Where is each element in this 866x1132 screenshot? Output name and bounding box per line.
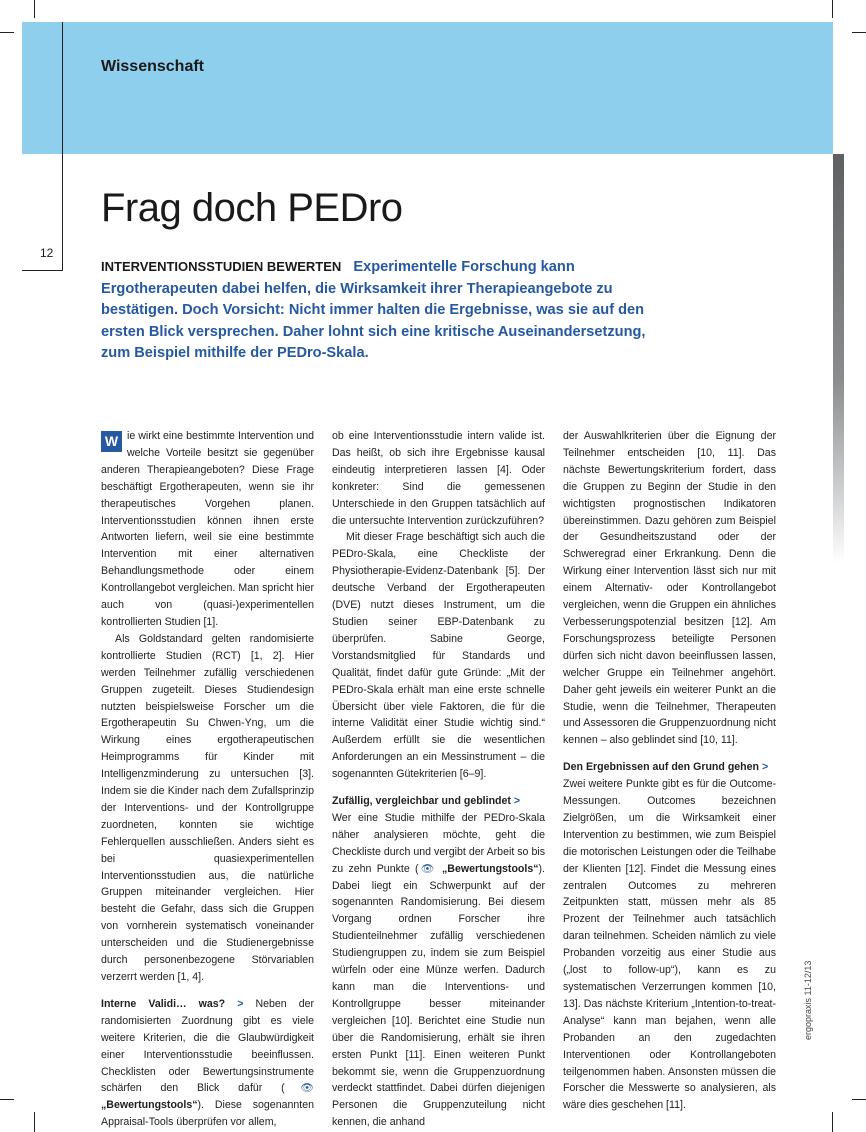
subheading-text: Interne Validi… was? bbox=[101, 997, 226, 1010]
article-lede bbox=[101, 256, 661, 365]
page-number-rule bbox=[22, 270, 63, 271]
trim-mark bbox=[852, 32, 866, 33]
drop-cap: W bbox=[101, 431, 122, 452]
subheading-text: Zufällig, vergleichbar und geblindet bbox=[332, 795, 511, 808]
trim-mark bbox=[0, 32, 14, 33]
lede-kicker: INTERVENTIONSSTUDIEN BEWERTEN bbox=[101, 259, 342, 274]
trim-mark bbox=[832, 1112, 833, 1132]
eye-icon: 👁 bbox=[418, 862, 437, 875]
margin-rule bbox=[62, 22, 63, 270]
paragraph: Als Goldstandard gelten randomisierte kontrollierte Studien (RCT) [1, 2]. Hier werden Teilnehmer zufällig verschiedenen Gruppen zugeteilt. Dieses Studiendesign nutzten beispielsweise Forscher um die Ergotherapeutin Su Chwen-Yng, um die Wirkung eines ergotherapeutischen Heimprogramms für Kinder mit Intelligenzminderung zu untersuchen [3]. Indem sie die Kinder nach dem Zufallsprinzip der Interventions- und der Kontrollgruppe zuordneten, konnten sie wichtige Fehlerquellen ausschließen. Anders sieht es bei quasiexperimentellen Interventionsstudien aus, die natürliche Gruppen miteinander vergleichen. Hier besteht die Gefahr, dass sich die Gruppen von vornherein systematisch voneinander unterscheiden und die Studienergebnisse durch personenbezogene Störvariablen verzerrt werden [1, 4]. bbox=[101, 632, 314, 983]
crossref-bewertungstools[interactable]: „Bewertungstools“ bbox=[442, 862, 539, 875]
paragraph bbox=[101, 996, 314, 1131]
paragraph bbox=[332, 810, 545, 1131]
lede-text: Experimentelle Forschung kann Ergotherapeuten dabei helfen, die Wirksamkeit ihrer Therapieangebote zu bestätigen. Doch Vorsicht: Nicht immer halten die Ergebnisse, was sie auf den ersten Blick versprechen. Daher lohnt sich eine kritische Auseinandersetzung, zum Beispiel mithilfe der PEDro-Skala. bbox=[101, 259, 646, 362]
subheading bbox=[332, 793, 545, 810]
trim-mark bbox=[34, 1112, 35, 1132]
section-label: Wissenschaft bbox=[101, 58, 204, 75]
eye-icon: 👁 bbox=[284, 1082, 315, 1095]
paragraph-text: Neben der randomisierten Zuordnung gibt es viele weitere Kriterien, die die Glaubwürdigkeit einer Interventionsstudie beeinflussen. Checklisten oder Bewertungsinstrumente schärfen den Blick dafür ( bbox=[101, 997, 315, 1095]
header-band bbox=[22, 22, 833, 154]
paragraph-text: Wer eine Studie mithilfe der PEDro-Skala näher analysieren möchte, geht die Checkliste durch und vergibt der Arbeit so bis zu zehn Punkte ( bbox=[332, 811, 545, 875]
paragraph bbox=[101, 428, 314, 631]
side-tab bbox=[833, 154, 844, 564]
trim-mark bbox=[852, 1099, 866, 1100]
arrow-icon: > bbox=[237, 997, 244, 1010]
trim-mark bbox=[0, 1099, 14, 1100]
trim-mark bbox=[832, 0, 833, 18]
paragraph-text: ie wirkt eine bestimmte Intervention und welche Vorteile besitzt sie gegenüber anderen Therapieangeboten? Diese Frage beschäftigt Ergotherapeuten, wenn sie ihr therapeutisches Vorgehen planen. Interventionsstudien können ihnen erste Antworten liefern, weil sie eine bestimmte Intervention mit einer alternativen Behandlungsmethode oder einem Kontrollangebot vergleichen. Man spricht hier auch von (quasi-)experimentellen kontrollierten Studien [1]. bbox=[101, 430, 314, 628]
text-column-1 bbox=[101, 428, 314, 1131]
paragraph: Zwei weitere Punkte gibt es für die Outcome-Messungen. Outcomes bezeichnen Zielgrößen, um die Wirksamkeit einer Intervention zu bestimmen, wie zum Beispiel die motorischen Leistungen oder die Teilhabe der Klienten [12]. Findet die Messung eines zentralen Outcomes zu mehreren Zeitpunkten statt, müssen mehr als 85 Prozent der Teilnehmer auch tatsächlich daran teilnehmen. Scheiden nämlich zu viele Probanden vorzeitig aus einer Studie aus („lost to follow-up“), kann es zu systematischen Verzerrungen kommen [10, 13]. Das nächste Kriterium „Intention-to-treat-Analyse“ kann man bejahen, wenn alle Probanden an den zugedachten Interventionen oder Kontrollangeboten teilgenommen haben. Ansonsten müssen die Forscher die Messwerte so analysieren, als wäre dies geschehen [11]. bbox=[563, 778, 777, 1112]
article-title: Frag doch PEDro bbox=[101, 186, 403, 230]
page-number: 12 bbox=[40, 246, 54, 260]
paragraph: Mit dieser Frage beschäftigt sich auch die PEDro-Skala, eine Checkliste der Physiotherapie-Evidenz-Datenbank [5]. Der deutsche Verband der Ergotherapeuten (DVE) nutzt dieses Instrument, um die Studien seiner EBP-Datenbank zu überprüfen. Sabine George, Vorstandsmitglied für Standards und Qualität, findet dafür gute Gründe: „Mit der PEDro-Skala erhält man eine erste schnelle Übersicht über viele Faktoren, die für die interne Validität einer Studie wichtig sind.“ Außerdem erfüllt sie die wesentlichen Anforderungen an ein Messinstrument – die sogenannten Gütekriterien [6–9]. bbox=[332, 531, 545, 781]
paragraph: ob eine Interventionsstudie intern valide ist. Das heißt, ob sich ihre Ergebnisse kausal eindeutig interpretieren lassen [4]. Oder konkreter: Sind die gemessenen Unterschiede in den Gruppen tatsächlich auf die untersuchte Intervention zurückzuführen? bbox=[332, 430, 545, 527]
crossref-bewertungstools[interactable]: „Bewertungstools“ bbox=[101, 1099, 198, 1112]
arrow-icon: > bbox=[513, 795, 521, 808]
arrow-icon: > bbox=[761, 761, 769, 774]
trim-mark bbox=[34, 0, 35, 18]
text-column-3 bbox=[563, 428, 776, 1114]
paragraph-text: ). Diese sogenannten Appraisal-Tools überprüfen vor allem, bbox=[101, 1099, 314, 1129]
subheading bbox=[563, 759, 776, 776]
paragraph: der Auswahlkriterien über die Eignung der Teilnehmer entscheiden [10, 11]. Das nächste Bewertungskriterium fordert, dass die Gruppen zu Beginn der Studie in den wichtigsten prognostischen Indikatoren übereinstimmen. Dazu gehören zum Beispiel der Gesundheitszustand oder der Schweregrad einer Erkrankung. Denn die Wirkung einer Intervention lässt sich nur mit einem Alternativ- oder Kontrollangebot vergleichen, wenn die Gruppen ein ähnliches Verbesserungspotenzial besitzen [12]. Am Forschungsprozess beteiligte Personen dürfen sich nicht davon beeinflussen lassen, welcher Gruppe ein Teilnehmer angehört. Daher geht jeweils ein weiterer Punkt an die Studie, wenn die Teilnehmer, Therapeuten und Assessoren die Gruppenzuordnung nicht kennen – also geblindet sind [10, 11]. bbox=[563, 430, 776, 747]
text-column-2 bbox=[332, 428, 545, 1131]
journal-footer: ergopraxis 11-12/13 bbox=[803, 960, 813, 1040]
inline-subheading bbox=[101, 998, 243, 1010]
subheading-text: Den Ergebnissen auf den Grund gehen bbox=[563, 761, 760, 774]
paragraph-text: ). Dabei liegt ein Schwerpunkt auf der sogenannten Randomisierung. Bei diesem Vorgang ordnen Forscher ihre Studienteilnehmer zufällig verschiedenen Studiengruppen zu, indem sie zum Beispiel würfeln oder eine Münze werfen. Dadurch kann man die Interventions- und Kontrollgruppe besser miteinander vergleichen [10]. Berichtet eine Studie nun über die Randomisierung, erhält sie ihren ersten Punkt [11]. Einen weiteren Punkt bekommt sie, wenn die Gruppenzuordnung verdeckt stattfindet. Dabei dürfen diejenigen Personen die Gruppenzuteilung nicht kennen, die anhand bbox=[332, 862, 546, 1129]
